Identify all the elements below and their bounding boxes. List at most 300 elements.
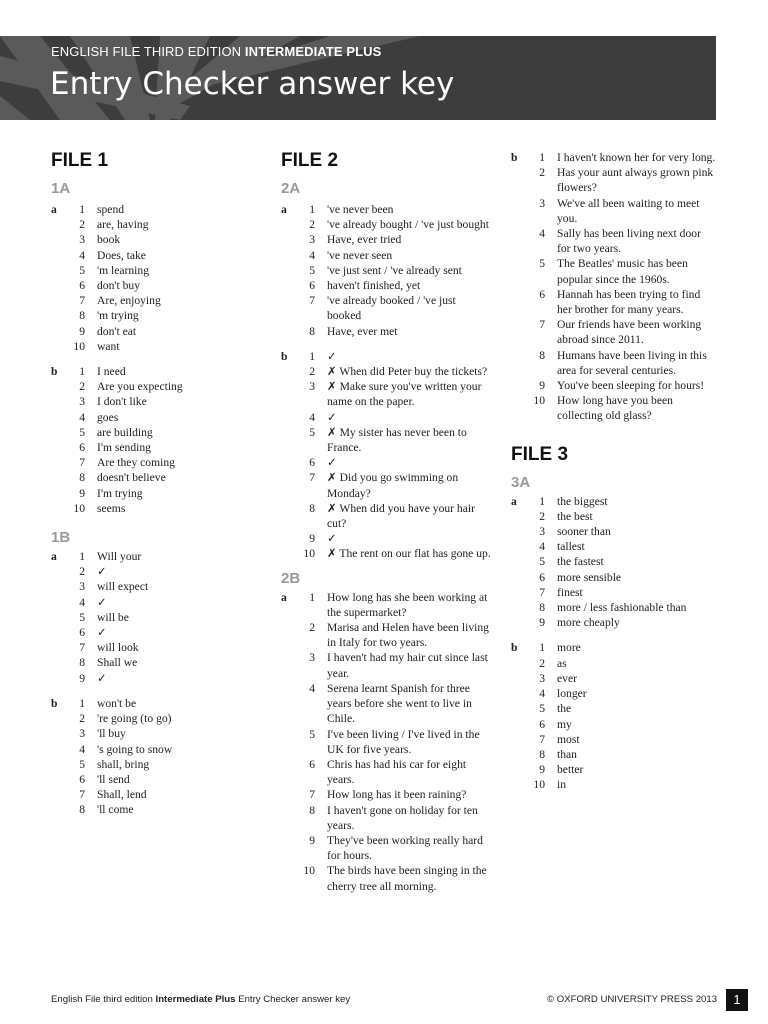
- answer-item: [51, 486, 251, 501]
- answer-text: ✗ The rent on our flat has gone up.: [327, 547, 491, 561]
- answer-text: goes: [97, 410, 119, 424]
- answer-text: Our friends have been working abroad since 2011.: [557, 318, 702, 347]
- item-number: 1: [79, 365, 85, 379]
- answer-text: How long have you been collecting old glass?: [557, 394, 673, 423]
- answer-text: I need: [97, 365, 126, 379]
- item-number: 1: [539, 494, 545, 508]
- answer-text: haven't finished, yet: [327, 279, 421, 293]
- item-number: 5: [309, 263, 315, 277]
- item-number: 3: [79, 580, 85, 594]
- answer-text: longer: [557, 687, 587, 701]
- exercise-letter: a: [281, 590, 287, 604]
- answer-text: more cheaply: [557, 616, 620, 630]
- exercise-letter: b: [51, 365, 58, 379]
- answer-item: [511, 762, 716, 777]
- answer-item: [281, 425, 491, 455]
- item-number: 7: [79, 456, 85, 470]
- item-number: 5: [309, 727, 315, 741]
- answer-item: [281, 410, 491, 425]
- answer-item: [51, 579, 251, 594]
- answer-text: 'll come: [97, 803, 134, 817]
- answer-text: Will your: [97, 550, 142, 564]
- answer-item: [51, 364, 251, 379]
- answer-text: How long has she been working at the supermarket?: [327, 590, 488, 619]
- item-number: 7: [309, 294, 315, 308]
- answer-item: [281, 263, 491, 278]
- answer-text: Does, take: [97, 248, 146, 262]
- answer-item: [281, 757, 491, 787]
- answer-item: [511, 256, 716, 286]
- answer-item: [51, 742, 251, 757]
- answer-item: [51, 549, 251, 564]
- answer-text: want: [97, 339, 120, 353]
- answer-item: [281, 470, 491, 500]
- item-number: 4: [79, 595, 85, 609]
- answer-text: ✓: [327, 410, 337, 424]
- answer-text: 'll buy: [97, 727, 126, 741]
- answer-item: [51, 425, 251, 440]
- item-number: 8: [79, 803, 85, 817]
- answer-item: [51, 772, 251, 787]
- item-number: 1: [309, 349, 315, 363]
- footer-credit: English File third edition Intermediate Plus Entry Checker answer key: [51, 994, 351, 1005]
- item-number: 5: [309, 425, 315, 439]
- answer-text: the best: [557, 509, 593, 523]
- exercise-letter: a: [51, 550, 57, 564]
- answer-item: [511, 226, 716, 256]
- answer-text: will look: [97, 641, 139, 655]
- answer-text: don't eat: [97, 324, 137, 338]
- answer-item: [511, 671, 716, 686]
- answer-text: most: [557, 732, 580, 746]
- answers-1a-a: [51, 202, 251, 354]
- section-1b-heading: 1B: [51, 529, 71, 547]
- answer-text: 've just sent / 've already sent: [327, 263, 462, 277]
- answer-item: [51, 217, 251, 232]
- answer-item: [281, 217, 491, 232]
- answer-text: Has your aunt always grown pink flowers?: [557, 166, 714, 195]
- item-number: 5: [539, 257, 545, 271]
- item-number: 2: [309, 365, 315, 379]
- answer-item: [511, 165, 716, 195]
- item-number: 3: [309, 233, 315, 247]
- answer-item: [511, 570, 716, 585]
- answer-text: don't buy: [97, 279, 140, 293]
- exercise-letter: b: [281, 349, 288, 363]
- answer-item: [51, 726, 251, 741]
- page-title: Entry Checker answer key: [50, 66, 455, 102]
- answer-text: more sensible: [557, 570, 622, 584]
- answer-item: [281, 324, 491, 339]
- answer-item: [51, 711, 251, 726]
- answer-item: [281, 650, 491, 680]
- item-number: 9: [539, 616, 545, 630]
- item-number: 8: [539, 348, 545, 362]
- item-number: 10: [533, 394, 545, 408]
- answer-text: ✓: [327, 456, 337, 470]
- item-number: 7: [309, 471, 315, 485]
- answer-text: sooner than: [557, 525, 611, 539]
- answer-item: [511, 287, 716, 317]
- item-number: 5: [79, 263, 85, 277]
- answers-1a-b: [51, 364, 251, 516]
- answer-item: [511, 539, 716, 554]
- item-number: 9: [79, 324, 85, 338]
- answer-text: more / less fashionable than: [557, 601, 687, 615]
- answer-item: [51, 595, 251, 610]
- answer-text: You've been sleeping for hours!: [557, 379, 705, 393]
- answer-item: [511, 640, 716, 655]
- answer-item: [51, 263, 251, 278]
- answer-item: [51, 202, 251, 217]
- item-number: 9: [539, 379, 545, 393]
- answer-text: I don't like: [97, 395, 147, 409]
- answer-text: shall, bring: [97, 757, 150, 771]
- answer-text: ✗ Did you go swimming on Monday?: [327, 471, 459, 500]
- item-number: 7: [79, 641, 85, 655]
- section-2a-heading: 2A: [281, 180, 301, 197]
- answer-text: 're going (to go): [97, 712, 172, 726]
- item-number: 7: [79, 788, 85, 802]
- answer-text: Humans have been living in this area for several centuries.: [557, 348, 707, 377]
- edition-line: ENGLISH FILE THIRD EDITION INTERMEDIATE PLUS: [51, 44, 382, 59]
- item-number: 6: [309, 757, 315, 771]
- section-3a-heading: 3A: [511, 473, 531, 491]
- item-number: 8: [309, 324, 315, 338]
- answer-item: [281, 833, 491, 863]
- header-banner: [0, 36, 716, 120]
- answer-item: [51, 379, 251, 394]
- answer-text: How long has it been raining?: [327, 788, 467, 802]
- answer-text: ✗ When did you have your hair cut?: [327, 501, 475, 531]
- answer-item: [281, 803, 491, 833]
- item-number: 7: [539, 732, 545, 746]
- item-number: 6: [309, 456, 315, 470]
- item-number: 1: [79, 203, 85, 216]
- item-number: 8: [309, 501, 315, 515]
- item-number: 3: [79, 233, 85, 247]
- answer-text: in: [557, 778, 567, 792]
- answer-text: more: [557, 641, 581, 655]
- answer-item: [511, 701, 716, 716]
- item-number: 3: [309, 651, 315, 665]
- item-number: 2: [309, 218, 315, 232]
- answer-item: [51, 501, 251, 516]
- answer-text: I haven't had my hair cut since last year.: [327, 651, 488, 680]
- item-number: 2: [79, 380, 85, 394]
- item-number: 10: [533, 778, 545, 792]
- answer-text: ever: [557, 671, 577, 685]
- answer-item: [51, 655, 251, 670]
- answer-item: [511, 585, 716, 600]
- item-number: 4: [539, 540, 545, 554]
- answer-item: [281, 681, 491, 727]
- answer-item: [51, 696, 251, 711]
- item-number: 4: [309, 681, 315, 695]
- item-number: 9: [79, 486, 85, 500]
- answer-item: [281, 727, 491, 757]
- item-number: 10: [73, 339, 85, 353]
- answer-item: [51, 232, 251, 247]
- answer-item: [511, 348, 716, 378]
- answer-text: tallest: [557, 540, 585, 554]
- answer-item: [281, 349, 491, 364]
- answer-item: [51, 339, 251, 354]
- answer-item: [281, 546, 491, 561]
- answer-item: [281, 455, 491, 470]
- answer-item: [511, 524, 716, 539]
- item-number: 5: [539, 702, 545, 716]
- answer-item: [281, 364, 491, 379]
- item-number: 1: [309, 590, 315, 604]
- answer-item: [281, 620, 491, 650]
- exercise-letter: a: [511, 494, 517, 508]
- answer-item: [511, 317, 716, 347]
- answer-item: [281, 590, 491, 620]
- answer-text: are building: [97, 425, 153, 439]
- answer-item: [511, 686, 716, 701]
- section-1a-heading: 1A: [51, 180, 71, 197]
- answers-3a-a: [511, 494, 716, 631]
- answer-item: [51, 470, 251, 485]
- item-number: 4: [79, 410, 85, 424]
- answer-text: seems: [97, 501, 126, 515]
- item-number: 5: [79, 610, 85, 624]
- file-3-heading: FILE 3: [511, 443, 569, 465]
- item-number: 3: [309, 380, 315, 394]
- item-number: 3: [539, 196, 545, 210]
- answer-text: are, having: [97, 218, 149, 232]
- answer-item: [511, 615, 716, 630]
- item-number: 1: [79, 696, 85, 710]
- answer-item: [51, 248, 251, 263]
- answer-text: Shall we: [97, 656, 138, 670]
- answer-text: will be: [97, 610, 129, 624]
- answer-item: [511, 717, 716, 732]
- answer-text: ✓: [97, 595, 107, 609]
- answer-item: [511, 554, 716, 569]
- answers-2a-a: [281, 202, 491, 339]
- answer-text: 've never been: [327, 203, 394, 216]
- item-number: 1: [539, 641, 545, 655]
- item-number: 8: [309, 803, 315, 817]
- item-number: 2: [79, 218, 85, 232]
- answer-item: [51, 394, 251, 409]
- item-number: 7: [539, 318, 545, 332]
- answer-item: [51, 410, 251, 425]
- item-number: 4: [539, 227, 545, 241]
- answer-item: [51, 293, 251, 308]
- answer-text: They've been working really hard for hours.: [327, 833, 483, 863]
- answer-text: Shall, lend: [97, 788, 147, 802]
- page-number: 1: [726, 989, 748, 1011]
- answer-item: [51, 757, 251, 772]
- answer-text: Hannah has been trying to find her brother for many years.: [557, 287, 701, 317]
- answers-1b-a: [51, 549, 251, 686]
- item-number: 5: [539, 555, 545, 569]
- answer-text: won't be: [97, 696, 137, 710]
- item-number: 1: [309, 203, 315, 216]
- answer-item: [51, 564, 251, 579]
- exercise-letter: b: [511, 641, 518, 655]
- answer-text: 'm trying: [97, 309, 139, 323]
- item-number: 3: [79, 395, 85, 409]
- column-3: [511, 150, 716, 793]
- answer-text: Have, ever tried: [327, 233, 402, 247]
- answer-item: [51, 440, 251, 455]
- item-number: 10: [73, 501, 85, 515]
- item-number: 6: [79, 441, 85, 455]
- item-number: 7: [309, 788, 315, 802]
- answer-item: [51, 625, 251, 640]
- answer-text: book: [97, 233, 121, 247]
- answer-text: finest: [557, 585, 583, 599]
- answer-text: ✓: [97, 671, 107, 685]
- answer-text: 'll send: [97, 772, 130, 786]
- answer-text: 've already booked / 've just booked: [327, 294, 456, 323]
- item-number: 4: [79, 248, 85, 262]
- answers-2a-b: [281, 349, 491, 562]
- item-number: 8: [79, 309, 85, 323]
- item-number: 2: [539, 509, 545, 523]
- answer-text: ✓: [97, 626, 107, 640]
- answer-text: I'm sending: [97, 441, 151, 455]
- item-number: 6: [309, 279, 315, 293]
- column-2: [281, 150, 491, 894]
- item-number: 4: [309, 248, 315, 262]
- answer-item: [51, 455, 251, 470]
- answer-item: [511, 150, 716, 165]
- answer-text: I haven't known her for very long.: [557, 151, 716, 164]
- item-number: 2: [79, 565, 85, 579]
- answer-text: 've never seen: [327, 248, 393, 262]
- answer-text: 's going to snow: [97, 742, 173, 756]
- item-number: 5: [79, 425, 85, 439]
- answer-text: I haven't gone on holiday for ten years.: [327, 803, 478, 832]
- item-number: 1: [79, 550, 85, 564]
- answer-text: Sally has been living next door for two years.: [557, 227, 701, 256]
- answer-item: [281, 379, 491, 409]
- item-number: 6: [79, 279, 85, 293]
- item-number: 9: [309, 833, 315, 847]
- exercise-letter: a: [51, 203, 57, 216]
- answer-item: [281, 202, 491, 217]
- answer-text: Serena learnt Spanish for three years before she went to live in Chile.: [327, 681, 472, 726]
- answer-text: the fastest: [557, 555, 604, 569]
- answers-2b-a: [281, 590, 491, 894]
- answer-text: 'm learning: [97, 263, 149, 277]
- answer-item: [511, 777, 716, 792]
- answer-item: [511, 600, 716, 615]
- answer-text: The birds have been singing in the cherry tree all morning.: [327, 864, 487, 893]
- item-number: 6: [79, 626, 85, 640]
- answer-item: [51, 324, 251, 339]
- answer-text: doesn't believe: [97, 471, 166, 485]
- item-number: 9: [79, 671, 85, 685]
- answer-item: [51, 671, 251, 686]
- item-number: 8: [79, 471, 85, 485]
- answer-item: [281, 293, 491, 323]
- answer-item: [281, 278, 491, 293]
- answer-item: [51, 640, 251, 655]
- item-number: 2: [539, 166, 545, 180]
- item-number: 6: [79, 772, 85, 786]
- footer-copyright: © OXFORD UNIVERSITY PRESS 2013: [547, 994, 718, 1005]
- answer-item: [51, 610, 251, 625]
- answer-text: will expect: [97, 580, 149, 594]
- answer-text: Are they coming: [97, 456, 175, 470]
- answer-text: ✓: [327, 349, 337, 363]
- answer-text: the biggest: [557, 494, 608, 508]
- column-1: [51, 150, 251, 818]
- answer-text: ✗ When did Peter buy the tickets?: [327, 365, 488, 379]
- item-number: 3: [539, 525, 545, 539]
- item-number: 6: [539, 717, 545, 731]
- answer-text: than: [557, 747, 577, 761]
- answer-text: ✗ Make sure you've written your name on the paper.: [327, 380, 482, 409]
- answer-text: The Beatles' music has been popular since the 1960s.: [557, 257, 688, 286]
- item-number: 6: [539, 570, 545, 584]
- item-number: 6: [539, 287, 545, 301]
- item-number: 5: [79, 757, 85, 771]
- answer-item: [281, 248, 491, 263]
- answer-item: [281, 863, 491, 893]
- item-number: 8: [539, 747, 545, 761]
- item-number: 4: [309, 410, 315, 424]
- item-number: 8: [79, 656, 85, 670]
- file-2-heading: FILE 2: [281, 150, 339, 171]
- item-number: 3: [79, 727, 85, 741]
- item-number: 4: [539, 687, 545, 701]
- answer-text: the: [557, 702, 572, 716]
- answer-item: [281, 531, 491, 546]
- answer-text: Are you expecting: [97, 380, 183, 394]
- answer-item: [51, 787, 251, 802]
- answer-text: I've been living / I've lived in the UK for five years.: [327, 727, 480, 756]
- answer-text: I'm trying: [97, 486, 143, 500]
- answer-text: my: [557, 717, 572, 731]
- answer-item: [511, 656, 716, 671]
- item-number: 9: [539, 763, 545, 777]
- item-number: 4: [79, 742, 85, 756]
- answer-item: [51, 278, 251, 293]
- item-number: 10: [303, 864, 315, 878]
- file-1-heading: FILE 1: [51, 150, 109, 171]
- item-number: 9: [309, 532, 315, 546]
- answer-item: [511, 378, 716, 393]
- answer-text: better: [557, 763, 584, 777]
- item-number: 1: [539, 151, 545, 164]
- item-number: 10: [303, 547, 315, 561]
- item-number: 2: [539, 656, 545, 670]
- answer-item: [51, 308, 251, 323]
- answer-text: ✓: [327, 532, 337, 546]
- answer-item: [281, 501, 491, 531]
- answer-item: [511, 494, 716, 509]
- answers-1b-b: [51, 696, 251, 818]
- item-number: 2: [309, 621, 315, 635]
- answer-item: [511, 509, 716, 524]
- answer-text: We've all been waiting to meet you.: [557, 196, 700, 225]
- exercise-letter: b: [511, 151, 518, 164]
- item-number: 8: [539, 601, 545, 615]
- exercise-letter: a: [281, 203, 287, 216]
- item-number: 7: [79, 294, 85, 308]
- item-number: 7: [539, 585, 545, 599]
- exercise-letter: b: [51, 696, 58, 710]
- answers-2b-b: [511, 150, 716, 424]
- answer-text: Marisa and Helen have been living in Italy for two years.: [327, 621, 489, 650]
